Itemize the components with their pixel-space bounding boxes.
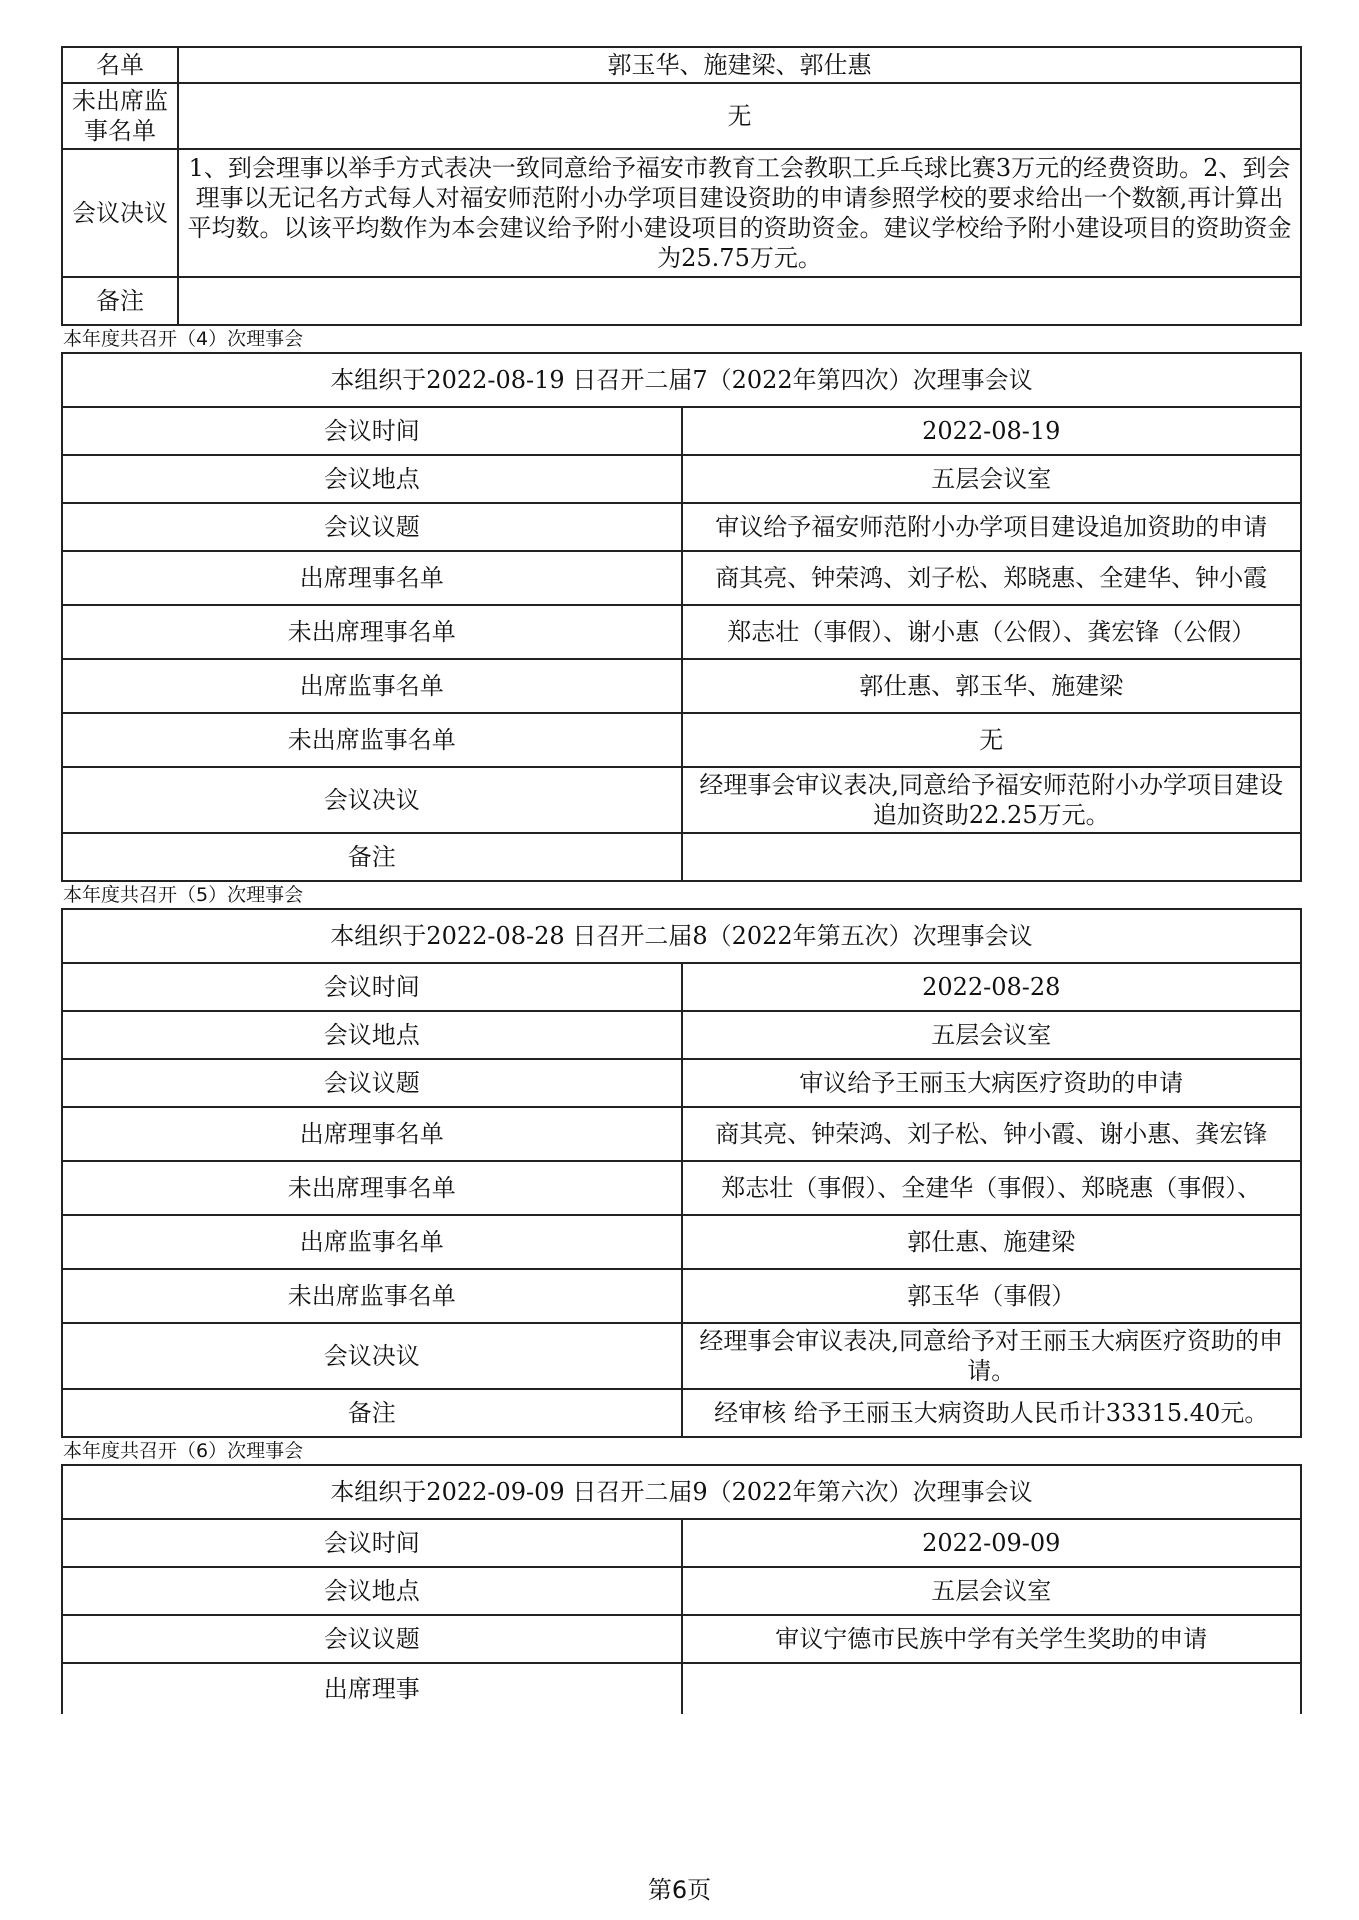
- row-label: 会议时间: [62, 1519, 682, 1567]
- meeting-title: 本组织于2022-08-19 日召开二届7（2022年第四次）次理事会议: [62, 353, 1301, 407]
- table-row: [62, 1059, 1301, 1107]
- row-label: 未出席理事名单: [62, 605, 682, 659]
- table-row: [62, 407, 1301, 455]
- table-title-row: [62, 909, 1301, 963]
- row-value: [682, 1663, 1302, 1714]
- row-label: 会议议题: [62, 1059, 682, 1107]
- meeting-table: [61, 908, 1302, 1438]
- row-value: 2022-08-19: [682, 407, 1302, 455]
- table-row: [62, 503, 1301, 551]
- table-row: [62, 47, 1301, 83]
- table-row: [62, 1323, 1301, 1389]
- table-row: [62, 1011, 1301, 1059]
- row-value: 郭仕惠、施建梁: [682, 1215, 1302, 1269]
- table-row: [62, 551, 1301, 605]
- row-value: 审议宁德市民族中学有关学生奖助的申请: [682, 1615, 1302, 1663]
- row-label: 出席监事名单: [62, 1215, 682, 1269]
- table-row: [62, 1161, 1301, 1215]
- row-value: 郭仕惠、郭玉华、施建梁: [682, 659, 1302, 713]
- row-value: 郭玉华、施建梁、郭仕惠: [178, 47, 1301, 83]
- table-row: [62, 605, 1301, 659]
- meeting-table: [61, 1464, 1302, 1714]
- row-label: 名单: [62, 47, 178, 83]
- meeting-table: [61, 352, 1302, 882]
- row-label: 出席监事名单: [62, 659, 682, 713]
- row-value: [178, 277, 1301, 325]
- row-value: [682, 833, 1302, 881]
- table-row: [62, 659, 1301, 713]
- row-value: 商其亮、钟荣鸿、刘子松、钟小霞、谢小惠、龚宏锋: [682, 1107, 1302, 1161]
- row-label: 未出席监事名单: [62, 83, 178, 149]
- row-value: 商其亮、钟荣鸿、刘子松、郑晓惠、全建华、钟小霞: [682, 551, 1302, 605]
- row-value: 经理事会审议表决,同意给予对王丽玉大病医疗资助的申请。: [682, 1323, 1302, 1389]
- table-row: [62, 277, 1301, 325]
- row-label: 会议地点: [62, 455, 682, 503]
- meeting-count-caption: 本年度共召开（6）次理事会: [63, 1440, 304, 1462]
- table-row: [62, 1269, 1301, 1323]
- row-label: 会议决议: [62, 767, 682, 833]
- row-label: 出席理事: [62, 1663, 682, 1714]
- row-value: 无: [178, 83, 1301, 149]
- table-row: [62, 833, 1301, 881]
- row-value: 郑志壮（事假）、谢小惠（公假）、龚宏锋（公假）: [682, 605, 1302, 659]
- row-value: 2022-09-09: [682, 1519, 1302, 1567]
- row-label: 备注: [62, 1389, 682, 1437]
- row-label: 备注: [62, 277, 178, 325]
- table-row: [62, 1389, 1301, 1437]
- table-row: [62, 1567, 1301, 1615]
- row-label: 会议地点: [62, 1011, 682, 1059]
- row-value: 五层会议室: [682, 1011, 1302, 1059]
- row-label: 会议决议: [62, 149, 178, 277]
- table-row: [62, 963, 1301, 1011]
- row-label: 备注: [62, 833, 682, 881]
- row-value: 审议给予福安师范附小办学项目建设追加资助的申请: [682, 503, 1302, 551]
- row-value: 五层会议室: [682, 455, 1302, 503]
- page-number: 第6页: [647, 1876, 712, 1904]
- row-label: 会议时间: [62, 963, 682, 1011]
- table-row: [62, 149, 1301, 277]
- meeting-title: 本组织于2022-09-09 日召开二届9（2022年第六次）次理事会议: [62, 1465, 1301, 1519]
- row-label: 出席理事名单: [62, 1107, 682, 1161]
- row-value: 无: [682, 713, 1302, 767]
- row-value: 2022-08-28: [682, 963, 1302, 1011]
- table-row: [62, 1519, 1301, 1567]
- table-row: [62, 713, 1301, 767]
- row-label: 会议时间: [62, 407, 682, 455]
- table-title-row: [62, 1465, 1301, 1519]
- meeting-count-caption: 本年度共召开（5）次理事会: [63, 884, 304, 906]
- table-row: [62, 83, 1301, 149]
- row-label: 出席理事名单: [62, 551, 682, 605]
- document-page: [61, 46, 1302, 1714]
- meeting-count-caption: 本年度共召开（4）次理事会: [63, 328, 304, 350]
- meeting-table-continued: [61, 46, 1302, 326]
- table-row: [62, 1663, 1301, 1714]
- table-row: [62, 1107, 1301, 1161]
- row-label: 会议决议: [62, 1323, 682, 1389]
- table-row: [62, 1215, 1301, 1269]
- table-row: [62, 767, 1301, 833]
- row-label: 未出席理事名单: [62, 1161, 682, 1215]
- row-value: 经理事会审议表决,同意给予福安师范附小办学项目建设追加资助22.25万元。: [682, 767, 1302, 833]
- row-value: 五层会议室: [682, 1567, 1302, 1615]
- row-value: 经审核 给予王丽玉大病资助人民币计33315.40元。: [682, 1389, 1302, 1437]
- row-value: 郭玉华（事假）: [682, 1269, 1302, 1323]
- row-label: 会议地点: [62, 1567, 682, 1615]
- row-value: 审议给予王丽玉大病医疗资助的申请: [682, 1059, 1302, 1107]
- table-row: [62, 1615, 1301, 1663]
- row-label: 会议议题: [62, 503, 682, 551]
- table-row: [62, 455, 1301, 503]
- row-label: 未出席监事名单: [62, 1269, 682, 1323]
- meeting-title: 本组织于2022-08-28 日召开二届8（2022年第五次）次理事会议: [62, 909, 1301, 963]
- table-title-row: [62, 353, 1301, 407]
- row-value: 1、到会理事以举手方式表决一致同意给予福安市教育工会教职工乒乓球比赛3万元的经费资助。2、到会理事以无记名方式每人对福安师范附小办学项目建设资助的申请参照学校的要求给出一个数额,再计算出平均数。以该平均数作为本会建议给予附小建设项目的资助资金。建议学校给予附小建设项目的资助资金为25.75万元。: [178, 149, 1301, 277]
- row-label: 会议议题: [62, 1615, 682, 1663]
- row-value: 郑志壮（事假）、全建华（事假）、郑晓惠（事假）、: [682, 1161, 1302, 1215]
- row-label: 未出席监事名单: [62, 713, 682, 767]
